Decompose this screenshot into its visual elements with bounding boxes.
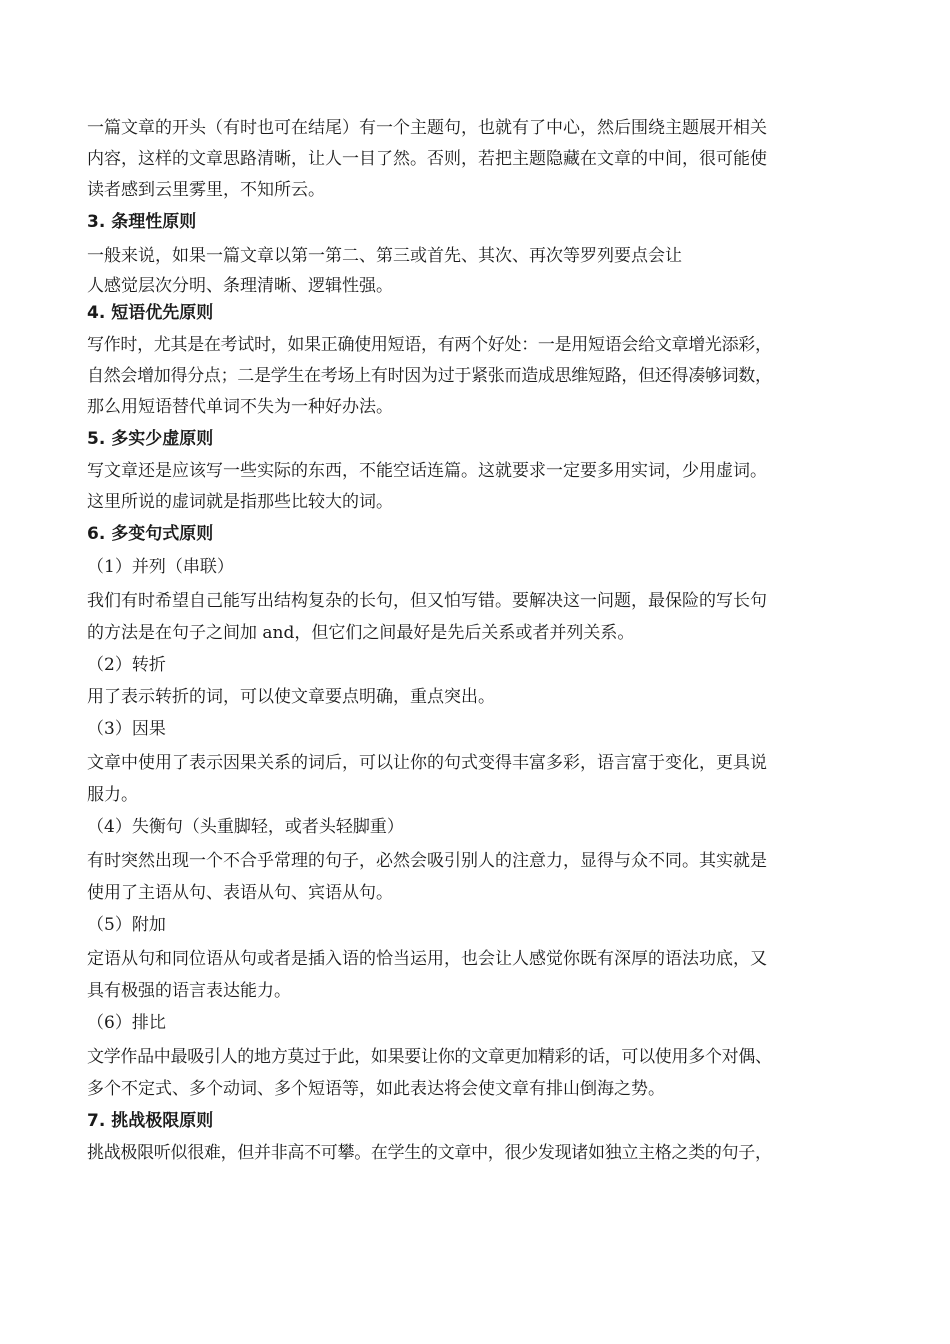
text-line: 人感觉层次分明、条理清晰、逻辑性强。 <box>87 276 393 296</box>
text-line: 用了表示转折的词，可以使文章要点明确，重点突出。 <box>87 687 495 707</box>
text-line: 多个不定式、多个动词、多个短语等，如此表达将会使文章有排山倒海之势。 <box>87 1079 665 1099</box>
paragraph <box>87 239 882 300</box>
text-line: 自然会增加得分点；二是学生在考场上有时因为过于紧张而造成思维短路，但还得凑够词数， <box>87 366 772 386</box>
subsection-label: （4）失衡句（头重脚轻，或者头轻脚重） <box>87 817 404 837</box>
section-heading: 5. 多实少虚原则 <box>87 429 214 449</box>
paragraph <box>87 456 882 518</box>
text-line: 我们有时希望自己能写出结构复杂的长句，但又怕写错。要解决这一问题，最保险的写长句 <box>87 591 767 611</box>
text-line: 使用了主语从句、表语从句、宾语从句。 <box>87 883 393 903</box>
text-line: 挑战极限听似很难，但并非高不可攀。在学生的文章中，很少发现诸如独立主格之类的句子， <box>87 1143 772 1163</box>
text-line: 那么用短语替代单词不失为一种好办法。 <box>87 397 393 417</box>
subsection-label: （6）排比 <box>87 1013 166 1033</box>
text-line: 内容，这样的文章思路清晰，让人一目了然。否则，若把主题隐藏在文章的中间，很可能使 <box>87 149 767 169</box>
paragraph <box>87 113 882 206</box>
text-line: 一般来说，如果一篇文章以第一第二、第三或首先、其次、再次等罗列要点会让 <box>87 246 682 266</box>
paragraph <box>87 682 882 713</box>
section-heading: 4. 短语优先原则 <box>87 303 214 323</box>
text-line: 文章中使用了表示因果关系的词后，可以让你的句式变得丰富多彩，语言富于变化，更具说 <box>87 753 767 773</box>
text-line: 具有极强的语言表达能力。 <box>87 981 291 1001</box>
text-line: 写文章还是应该写一些实际的东西，不能空话连篇。这就要求一定要多用实词，少用虚词。 <box>87 461 767 481</box>
paragraph <box>87 1040 882 1105</box>
text-line: 读者感到云里雾里，不知所云。 <box>87 180 325 200</box>
text-line: 一篇文章的开头（有时也可在结尾）有一个主题句，也就有了中心，然后围绕主题展开相关 <box>87 118 767 138</box>
section-heading: 3. 条理性原则 <box>87 212 197 232</box>
document-page <box>87 113 882 1169</box>
text-line: 服力。 <box>87 785 138 805</box>
text-line: 这里所说的虚词就是指那些比较大的词。 <box>87 492 393 512</box>
paragraph <box>87 844 882 909</box>
subsection-label: （1）并列（串联） <box>87 557 234 577</box>
paragraph <box>87 1138 882 1169</box>
paragraph <box>87 584 882 649</box>
subsection-label: （3）因果 <box>87 719 166 739</box>
paragraph <box>87 942 882 1007</box>
paragraph <box>87 746 882 811</box>
section-heading: 6. 多变句式原则 <box>87 524 214 544</box>
text-line: 有时突然出现一个不合乎常理的句子，必然会吸引别人的注意力，显得与众不同。其实就是 <box>87 851 767 871</box>
subsection-label: （5）附加 <box>87 915 166 935</box>
subsection-label: （2）转折 <box>87 655 166 675</box>
text-line: 的方法是在句子之间加 and，但它们之间最好是先后关系或者并列关系。 <box>87 623 635 643</box>
section-heading: 7. 挑战极限原则 <box>87 1111 214 1131</box>
paragraph <box>87 330 882 423</box>
text-line: 写作时，尤其是在考试时，如果正确使用短语，有两个好处：一是用短语会给文章增光添彩， <box>87 335 772 355</box>
text-line: 文学作品中最吸引人的地方莫过于此，如果要让你的文章更加精彩的话，可以使用多个对偶、 <box>87 1047 772 1067</box>
text-line: 定语从句和同位语从句或者是插入语的恰当运用，也会让人感觉你既有深厚的语法功底，又 <box>87 949 767 969</box>
